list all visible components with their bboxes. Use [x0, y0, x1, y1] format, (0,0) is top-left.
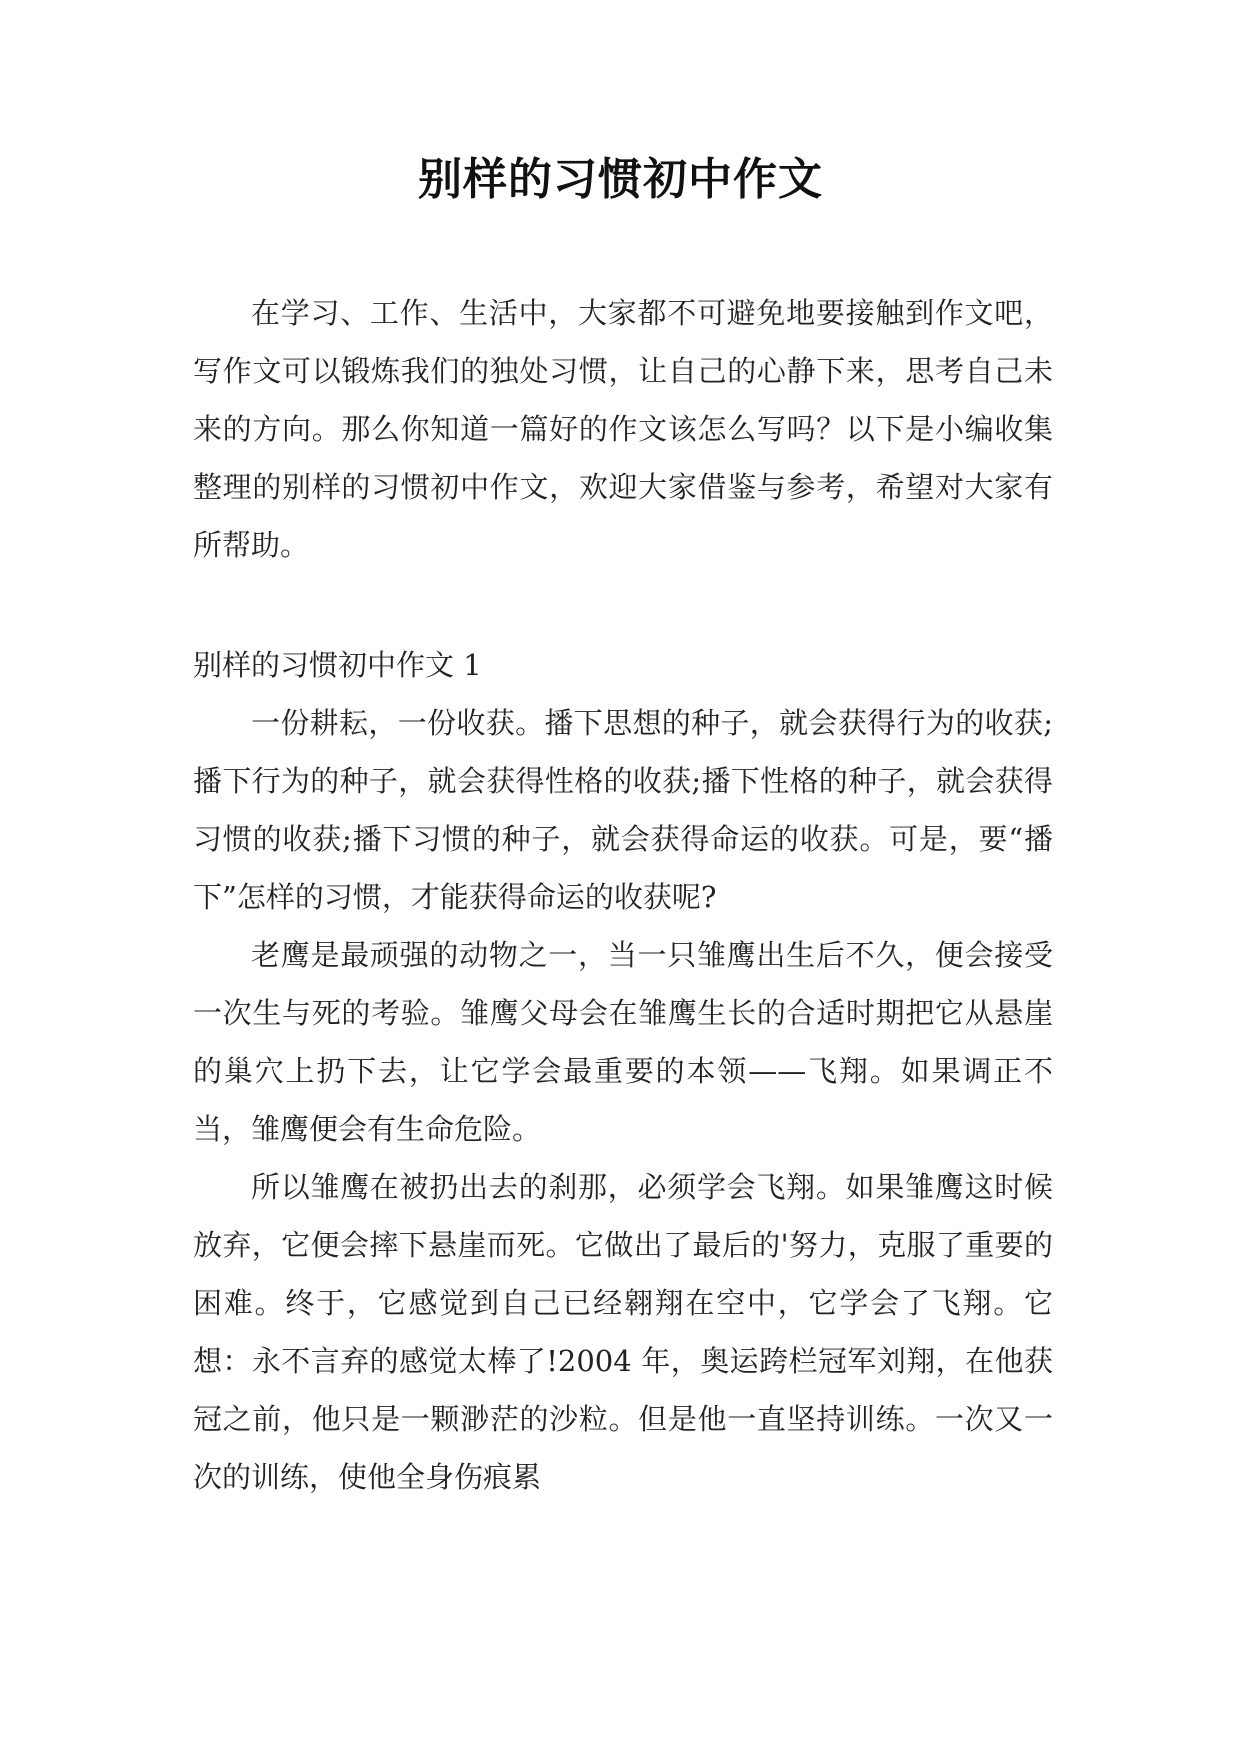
intro-paragraph: 在学习、工作、生活中，大家都不可避免地要接触到作文吧，写作文可以锻炼我们的独处习惯，让自己的心静下来，思考自己未来的方向。那么你知道一篇好的作文该怎么写吗？以下是小编收集整理的别样的习惯初中作文，欢迎大家借鉴与参考，希望对大家有所帮助。 — [193, 296, 1053, 562]
essay-section-1 — [193, 636, 1053, 1506]
document-title: 别样的习惯初中作文 — [418, 154, 823, 205]
essay-paragraph-1: 一份耕耘，一份收获。播下思想的种子，就会获得行为的收获;播下行为的种子，就会获得性格的收获;播下性格的种子，就会获得习惯的收获;播下习惯的种子，就会获得命运的收获。可是，要“播下”怎样的习惯，才能获得命运的收获呢? — [193, 706, 1053, 914]
essay-paragraph-2: 老鹰是最顽强的动物之一，当一只雏鹰出生后不久，便会接受一次生与死的考验。雏鹰父母会在雏鹰生长的合适时期把它从悬崖的巢穴上扔下去，让它学会最重要的本领——飞翔。如果调正不当，雏鹰便会有生命危险。 — [193, 938, 1053, 1146]
section-heading: 别样的习惯初中作文 1 — [193, 648, 482, 682]
essay-paragraph-3: 所以雏鹰在被扔出去的刹那，必须学会飞翔。如果雏鹰这时候放弃，它便会摔下悬崖而死。它做出了最后的'努力，克服了重要的困难。终于，它感觉到自己已经翱翔在空中，它学会了飞翔。它想：永不言弃的感觉太棒了!2004 年，奥运跨栏冠军刘翔，在他获冠之前，他只是一颗渺茫的沙粒。但是他一直坚持训练。一次又一次的训练，使他全身伤痕累 — [193, 1170, 1053, 1494]
intro-block — [193, 284, 1053, 574]
